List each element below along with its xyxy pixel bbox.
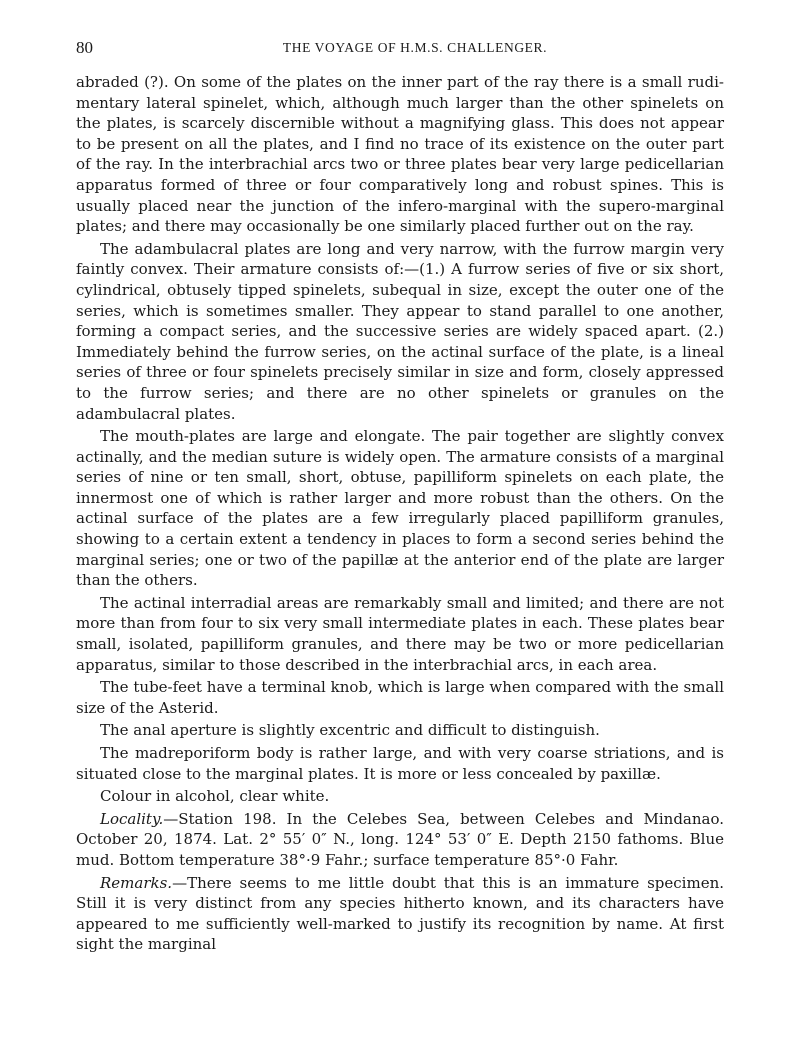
paragraph-continued xyxy=(76,72,724,237)
paragraph-text: abraded (?). On some of the plates on the inner part of the ray there is a small rudimentary lateral spinelet, which, although much larger than the other spinelets on the plates, is scarcely discernible without a magnifying glass. This does not appear to be present on all the plates, and I find no trace of its existence on the outer part of the ray. In the interbrachial arcs two or three plates bear very large pedicellarian apparatus formed of three or four comparatively long and robust spines. This is usually placed near the junction of the infero-marginal with the supero-marginal plates; and there may occasionally be one similarly placed further out on the ray. xyxy=(76,73,724,236)
paragraph-text: The tube-feet have a terminal knob, which is large when compared with the small size of the Asterid. xyxy=(76,678,724,717)
paragraph-text: The adambulacral plates are long and very narrow, with the furrow margin very faintly convex. Their armature consists of:—(1.) A furrow series of five or six short, cylindrical, obtusely tipped spinelets, subequal in size, except the outer one of the series, which is sometimes smaller. They appear to stand parallel to one another, forming a compact series, and the successive series are widely spaced apart. (2.) Immediately behind the furrow series, on the actinal surface of the plate, is a lineal series of three or four spinelets precisely similar in size and form, closely appressed to the furrow series; and there are no other spinelets or granules on the adambulacral plates. xyxy=(76,239,724,423)
run-in-heading-remarks: Remarks. xyxy=(100,873,173,892)
paragraph-text: Colour in alcohol, clear white. xyxy=(100,787,330,806)
paragraph-text: The madreporiform body is rather large, and with very coarse striations, and is situated close to the marginal plates. It is more or less concealed by paxillæ. xyxy=(76,744,724,783)
paragraph-text: The actinal interradial areas are remarkably small and limited; and there are not more than from four to six very small intermediate plates in each. These plates bear small, isolated, papilliform granules, and there may be two or more pedicellarian apparatus, similar to those described in the interbrachial arcs, in each area. xyxy=(76,593,724,674)
paragraph-actinal-interradial-areas xyxy=(76,593,724,675)
page xyxy=(76,34,724,957)
page-number: 80 xyxy=(76,38,93,57)
paragraph-adambulacral-plates xyxy=(76,239,724,424)
paragraph-madreporiform-body xyxy=(76,743,724,784)
paragraph-text: The anal aperture is slightly excentric and difficult to distinguish. xyxy=(100,721,600,740)
paragraph-mouth-plates xyxy=(76,426,724,591)
paragraph-text: —Station 198. In the Celebes Sea, between Celebes and Mindanao. October 20, 1874. Lat. 2° 55′ 0″ N., long. 124° 53′ 0″ E. Depth 2150 fathoms. Blue mud. Bottom temperature 38°·9 Fahr.; surface temperature 85°·0 Fahr. xyxy=(76,809,724,869)
paragraph-tube-feet xyxy=(76,677,724,718)
running-head xyxy=(76,34,724,62)
body-text xyxy=(76,72,724,955)
paragraph-anal-aperture xyxy=(76,720,724,741)
run-in-heading-locality: Locality. xyxy=(100,809,164,828)
paragraph-text: The mouth-plates are large and elongate. The pair together are slightly convex actinally, and the median suture is widely open. The armature consists of a marginal series of nine or ten small, short, obtuse, papilliform spinelets on each plate, the innermost one of which is rather larger and more robust than the others. On the actinal surface of the plates are a few irregularly placed papilliform granules, showing to a certain extent a tendency in places to form a second series behind the marginal series; one or two of the papillæ at the anterior end of the plate are larger than the others. xyxy=(76,427,724,590)
paragraph-remarks xyxy=(76,873,724,955)
paragraph-locality xyxy=(76,809,724,871)
running-title: THE VOYAGE OF H.M.S. CHALLENGER. xyxy=(282,40,548,55)
paragraph-text: —There seems to me little doubt that this is an immature specimen. Still it is very distinct from any species hitherto known, and its characters have appeared to me sufficiently well-marked to justify its recognition by name. At first sight the marginal xyxy=(76,873,724,954)
paragraph-colour xyxy=(76,786,724,807)
